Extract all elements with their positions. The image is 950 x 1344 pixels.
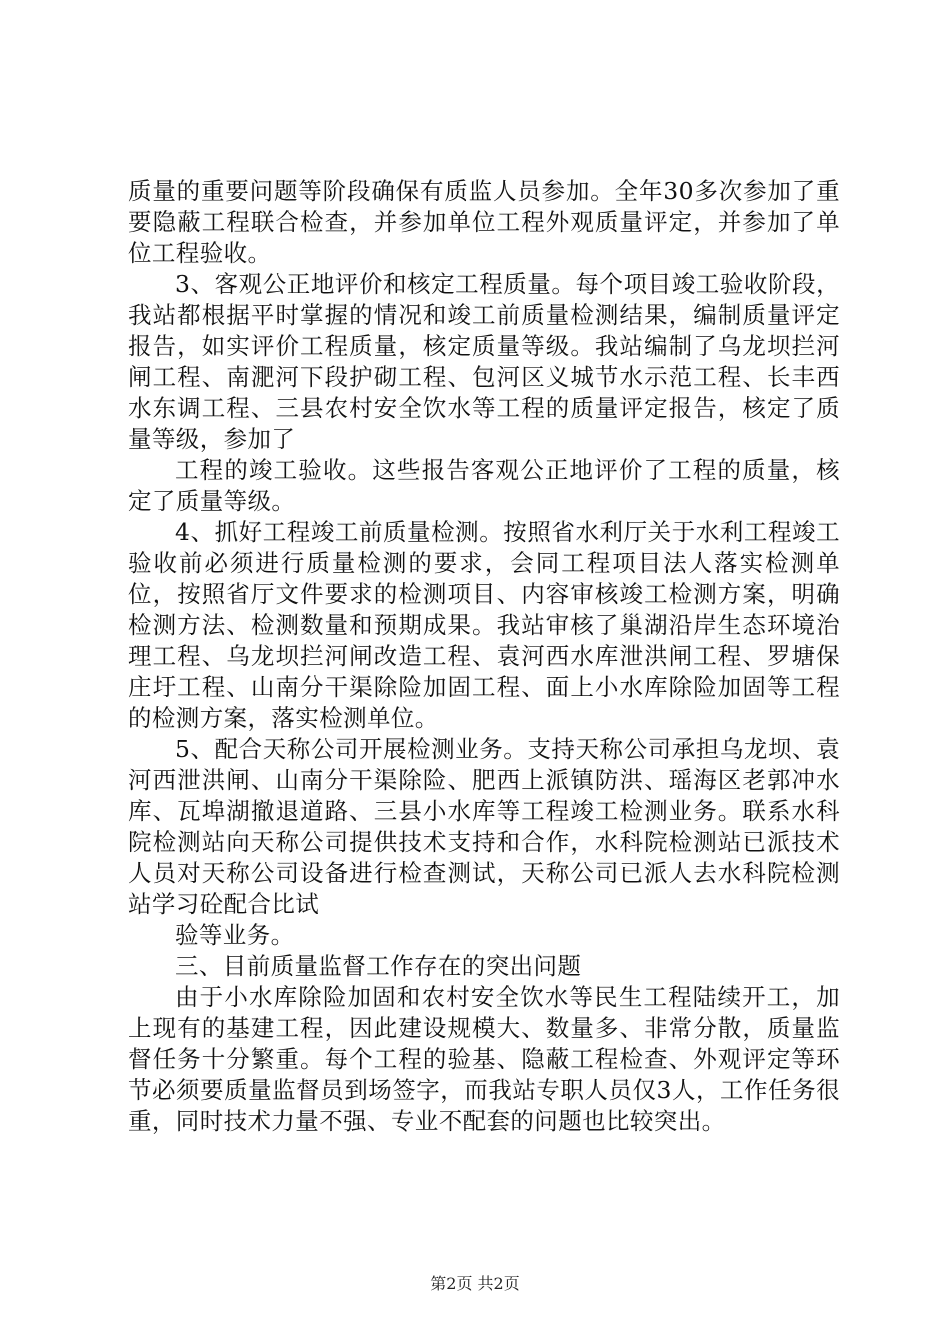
- paragraph-4: 4、抓好工程竣工前质量检测。按照省水利厅关于水利工程竣工验收前必须进行质量检测的要求，会同工程项目法人落实检测单位，按照省厅文件要求的检测项目、内容审核竣工检测方案，明确检测方法、检测数量和预期成果。我站审核了巢湖沿岸生态环境治理工程、乌龙坝拦河闸改造工程、袁河西水库泄洪闸工程、罗塘保庄圩工程、山南分干渠除险加固工程、面上小水库除险加固等工程的检测方案，落实检测单位。: [128, 518, 840, 732]
- section-heading: 三、目前质量监督工作存在的突出问题: [175, 952, 582, 980]
- paragraph-3: 工程的竣工验收。这些报告客观公正地评价了工程的质量，核定了质量等级。: [128, 456, 840, 515]
- page-footer: 第2页 共2页: [430, 1274, 520, 1293]
- paragraph-1: 质量的重要问题等阶段确保有质监人员参加。全年30多次参加了重要隐蔽工程联合检查，并参加单位工程外观质量评定，并参加了单位工程验收。: [128, 177, 840, 267]
- paragraph-6: 验等业务。: [175, 921, 295, 949]
- paragraph-7: 由于小水库除险加固和农村安全饮水等民生工程陆续开工，加上现有的基建工程，因此建设规模大、数量多、非常分散，质量监督任务十分繁重。每个工程的验基、隐蔽工程检查、外观评定等环节必须要质量监督员到场签字，而我站专职人员仅3人，工作任务很重，同时技术力量不强、专业不配套的问题也比较突出。: [128, 983, 840, 1135]
- paragraph-2: 3、客观公正地评价和核定工程质量。每个项目竣工验收阶段，我站都根据平时掌握的情况和竣工前质量检测结果，编制质量评定报告，如实评价工程质量，核定质量等级。我站编制了乌龙坝拦河闸工程、南淝河下段护砌工程、包河区义城节水示范工程、长丰西水东调工程、三县农村安全饮水等工程的质量评定报告，核定了质量等级，参加了: [128, 270, 840, 453]
- paragraph-5: 5、配合天称公司开展检测业务。支持天称公司承担乌龙坝、袁河西泄洪闸、山南分干渠除险、肥西上派镇防洪、瑶海区老郭冲水库、瓦埠湖撤退道路、三县小水库等工程竣工检测业务。联系水科院检测站向天称公司提供技术支持和合作，水科院检测站已派技术人员对天称公司设备进行检查测试，天称公司已派人去水科院检测站学习砼配合比试: [128, 735, 840, 918]
- document-body: [128, 176, 840, 1137]
